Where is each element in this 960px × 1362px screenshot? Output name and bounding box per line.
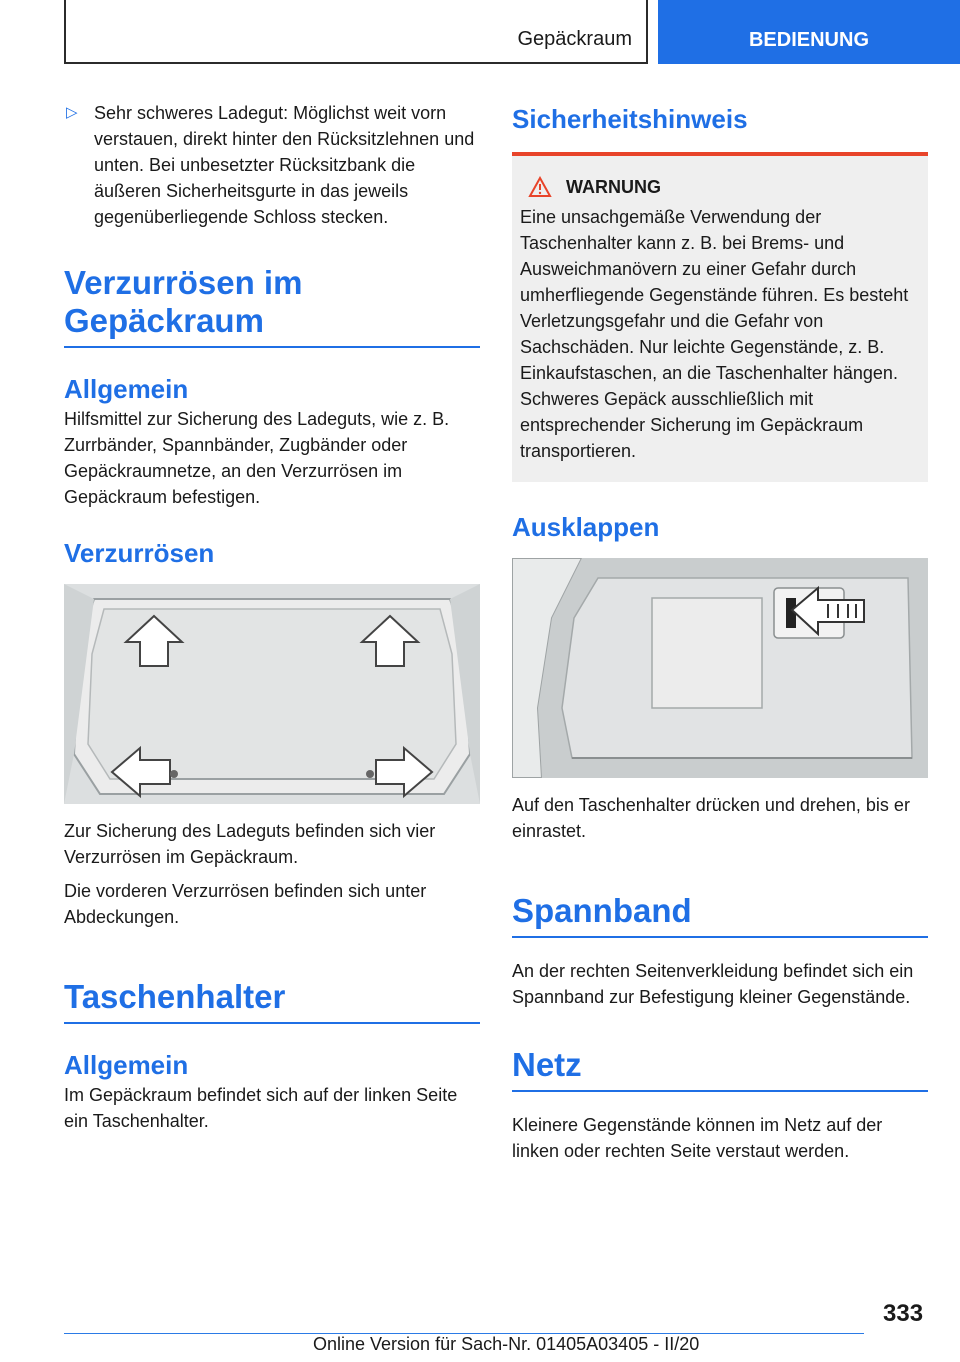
header-box (64, 0, 648, 64)
header-section-title: Gepäckraum (517, 28, 632, 50)
header-chapter-tab (658, 0, 960, 64)
bag-holder-illustration (512, 558, 928, 778)
heading-lashing-eyes-cargo: Verzurrösen im Gepäckraum (64, 264, 480, 348)
warning-box (512, 152, 928, 482)
heading-strap: Spannband (512, 892, 928, 938)
caption-front-eyes: Die vorderen Verzurrösen befinden sich unter Abdeckungen. (64, 881, 427, 927)
bag-holder-text: Im Gepäckraum befindet sich auf der linken Seite ein Taschenhalter. (64, 1085, 458, 1131)
left-column (64, 100, 480, 1134)
caption-four-eyes: Zur Sicherung des Ladeguts befinden sich vier Verzurrösen im Gepäckraum. (64, 821, 436, 867)
warning-text: Eine unsachgemäße Verwendung der Taschenhalter kann z. B. bei Brems- und Ausweichmanövern zu einer Gefahr durch umherfliegende Gegenstände führen. Es besteht Verletzungsgefahr und die Gefahr von Sachschäden. Nur leichte Gegenstände, z. B. Einkaufstaschen, an die Taschenhalter hängen. Schweres Gepäck ausschließlich mit entsprechender Sicherung im Gepäckraum transportieren. (520, 207, 909, 461)
cargo-lashing-figure (64, 584, 480, 804)
heading-lashing-eyes: Verzurrösen (64, 538, 215, 568)
general-text: Hilfsmittel zur Sicherung des Ladeguts, wie z. B. Zurrbänder, Spannbänder, Zugbänder oder Gepäckraumnetze, an den Verzurrösen im Gepäckraum befestigen. (64, 409, 450, 507)
bag-holder-figure (512, 558, 928, 778)
cargo-area-illustration (64, 584, 480, 804)
fold-out-text: Auf den Taschenhalter drücken und drehen, bis er einrastet. (512, 795, 910, 841)
right-column (512, 100, 928, 1164)
footer-text: Online Version für Sach-Nr. 01405A03405 - II/20 (313, 1334, 700, 1354)
bullet-item (64, 100, 480, 230)
net-text: Kleinere Gegenstände können im Netz auf der linken oder rechten Seite verstaut werden. (512, 1115, 883, 1161)
heading-net: Netz (512, 1046, 928, 1092)
heading-fold-out: Ausklappen (512, 512, 660, 542)
heading-safety-note: Sicherheitshinweis (512, 104, 748, 134)
triangle-bullet-icon: ▷ (66, 104, 78, 121)
page-number: 333 (883, 1300, 924, 1327)
warning-title: WARNUNG (566, 176, 661, 197)
header-chapter-label: BEDIENUNG (748, 29, 869, 51)
heading-general: Allgemein (64, 374, 189, 404)
heading-general-2: Allgemein (64, 1050, 189, 1080)
warning-title-row (520, 176, 918, 198)
heading-bag-holder: Taschenhalter (64, 978, 480, 1024)
strap-text: An der rechten Seitenverkleidung befindet sich ein Spannband zur Befestigung kleiner Gegenstände. (512, 961, 914, 1007)
warning-triangle-icon (528, 176, 552, 198)
bullet-text: Sehr schweres Ladegut: Möglichst weit vorn verstauen, direkt hinter den Rücksitzlehnen und unten. Bei unbesetzter Rücksitzbank die äußeren Sicherheitsgurte in das jeweils gegenüberliegende Schloss stecken. (94, 103, 475, 227)
